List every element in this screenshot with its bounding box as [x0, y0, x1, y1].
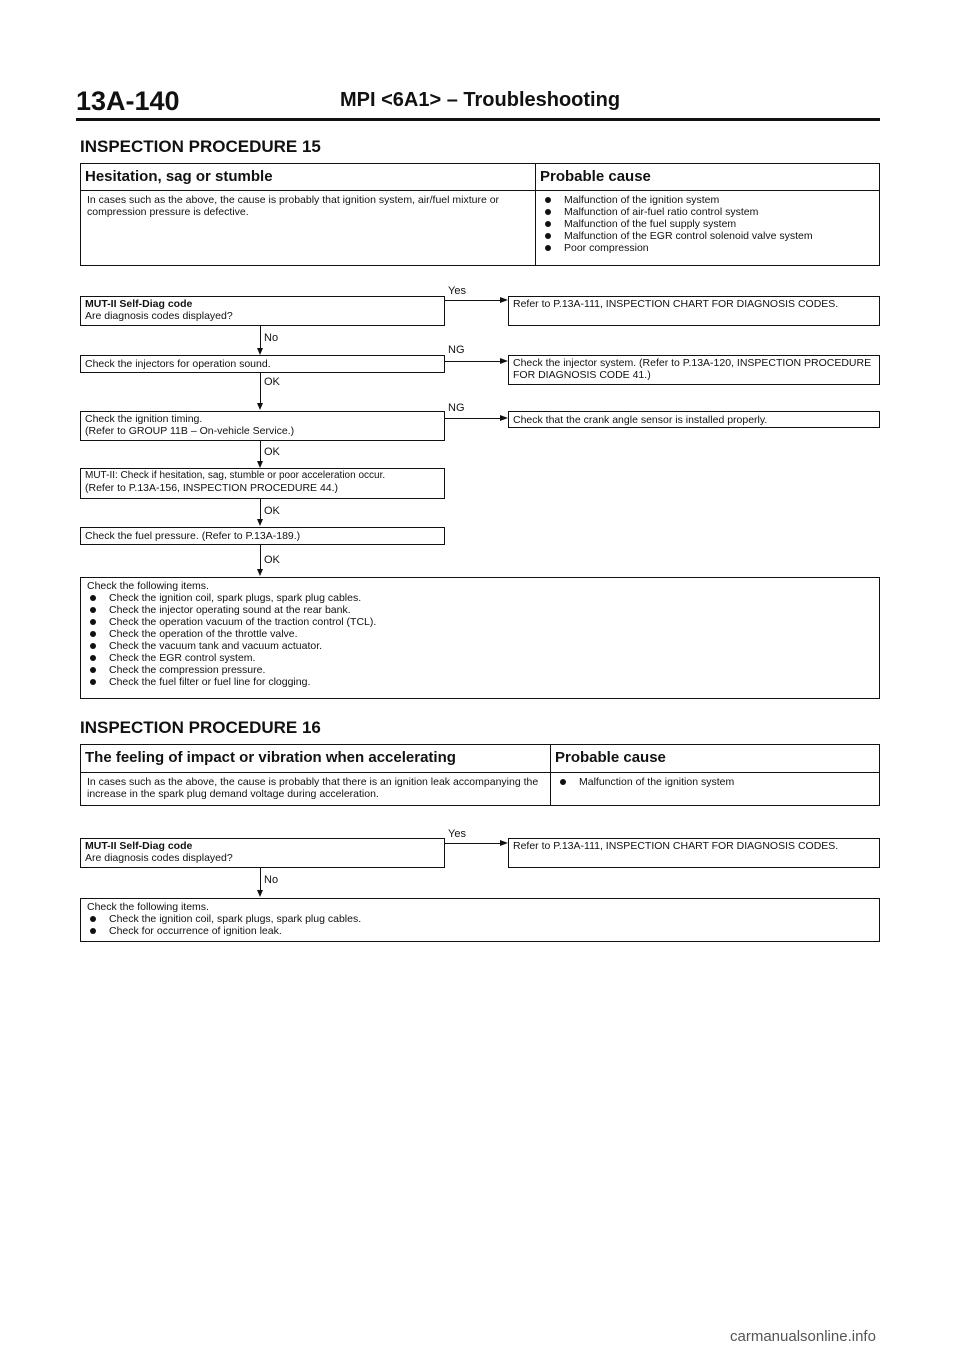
arrow-down-icon: [257, 890, 263, 897]
yes-connector: [445, 843, 500, 844]
ng-connector: [445, 361, 500, 362]
check-item: Check the ignition coil, spark plugs, spark plug cables.: [87, 592, 873, 604]
arrow-right-icon: [500, 840, 508, 846]
check-item: Check the ignition coil, spark plugs, spark plug cables.: [87, 913, 873, 925]
ok-connector: [260, 545, 261, 569]
symptom-description: In cases such as the above, the cause is probably that there is an ignition leak accompanying the increase in the spark plug demand voltage during acceleration.: [81, 773, 551, 805]
arrow-right-icon: [500, 415, 508, 421]
ok-label: OK: [264, 446, 280, 458]
cause-item: Malfunction of the ignition system: [542, 194, 885, 206]
page-number: 13A-140: [76, 86, 180, 116]
header-divider: [76, 118, 880, 121]
arrow-right-icon: [500, 297, 508, 303]
step-ignition-timing-line1: Check the ignition timing.: [85, 413, 203, 425]
cause-item: Poor compression: [542, 242, 885, 254]
step-ignition-timing-line2: (Refer to GROUP 11B – On-vehicle Service.): [85, 425, 295, 437]
result-diag-chart: Refer to P.13A-111, INSPECTION CHART FOR DIAGNOSIS CODES.: [508, 838, 880, 868]
result-injector-system: Check the injector system. (Refer to P.13A-120, INSPECTION PROCEDURE FOR DIAGNOSIS CODE 41.): [508, 355, 880, 385]
step-self-diag-question: Are diagnosis codes displayed?: [85, 310, 233, 322]
cause-list: [551, 773, 891, 791]
no-connector: [260, 326, 261, 348]
ok-connector: [260, 373, 261, 403]
final-check-list: [80, 898, 880, 942]
procedure-16-table: [80, 744, 880, 806]
procedure-15-title: INSPECTION PROCEDURE 15: [80, 137, 321, 156]
final-check-heading: Check the following items.: [87, 901, 209, 913]
yes-label: Yes: [448, 285, 466, 297]
ok-label: OK: [264, 554, 280, 566]
symptom-description: In cases such as the above, the cause is probably that ignition system, air/fuel mixture or compression pressure is defective.: [81, 191, 536, 265]
yes-connector: [445, 300, 500, 301]
check-item: Check the compression pressure.: [87, 664, 873, 676]
step-self-diag-title: MUT-II Self-Diag code: [85, 840, 193, 852]
symptom-header: Hesitation, sag or stumble: [81, 164, 536, 191]
result-crank-angle-sensor: Check that the crank angle sensor is installed properly.: [508, 411, 880, 428]
check-item: Check for occurrence of ignition leak.: [87, 925, 873, 937]
check-item: Check the operation of the throttle valve.: [87, 628, 873, 640]
cause-header: Probable cause: [551, 745, 879, 773]
cause-item: Malfunction of the fuel supply system: [542, 218, 885, 230]
arrow-down-icon: [257, 461, 263, 468]
procedure-15-table: [80, 163, 880, 266]
symptom-header: The feeling of impact or vibration when accelerating: [81, 745, 551, 773]
step-self-diag: [80, 296, 445, 326]
cause-list: [536, 191, 891, 257]
cause-item: Malfunction of the ignition system: [557, 776, 885, 788]
no-label: No: [264, 332, 279, 344]
step-self-diag-question: Are diagnosis codes displayed?: [85, 852, 233, 864]
ok-label: OK: [264, 376, 280, 388]
result-diag-chart: Refer to P.13A-111, INSPECTION CHART FOR DIAGNOSIS CODES.: [508, 296, 880, 326]
ng-label: NG: [448, 344, 465, 356]
check-item: Check the fuel filter or fuel line for clogging.: [87, 676, 873, 688]
step-fuel-pressure: Check the fuel pressure. (Refer to P.13A-189.): [80, 527, 445, 545]
ok-label: OK: [264, 505, 280, 517]
step-self-diag: [80, 838, 445, 868]
ng-connector: [445, 418, 500, 419]
ok-connector: [260, 441, 261, 461]
ng-label: NG: [448, 402, 465, 414]
cause-item: Malfunction of the EGR control solenoid valve system: [542, 230, 885, 242]
arrow-down-icon: [257, 403, 263, 410]
check-item: Check the vacuum tank and vacuum actuator.: [87, 640, 873, 652]
yes-label: Yes: [448, 828, 466, 840]
step-mut-check-line1: MUT-II: Check if hesitation, sag, stumble or poor acceleration occur.: [85, 470, 386, 481]
arrow-down-icon: [257, 519, 263, 526]
arrow-down-icon: [257, 569, 263, 576]
final-check-heading: Check the following items.: [87, 580, 209, 592]
final-check-list: [80, 577, 880, 699]
procedure-16-title: INSPECTION PROCEDURE 16: [80, 718, 321, 737]
no-connector: [260, 868, 261, 890]
arrow-right-icon: [500, 358, 508, 364]
check-item: Check the injector operating sound at the rear bank.: [87, 604, 873, 616]
step-ignition-timing: [80, 411, 445, 441]
step-mut-check-line2: (Refer to P.13A-156, INSPECTION PROCEDURE 44.): [85, 482, 339, 494]
site-watermark: carmanualsonline.info: [730, 1328, 876, 1345]
ok-connector: [260, 499, 261, 519]
check-item: Check the EGR control system.: [87, 652, 873, 664]
step-mut-check: [80, 468, 445, 499]
cause-header: Probable cause: [536, 164, 879, 191]
arrow-down-icon: [257, 348, 263, 355]
step-injector-sound: Check the injectors for operation sound.: [80, 355, 445, 373]
cause-item: Malfunction of air-fuel ratio control system: [542, 206, 885, 218]
page-title: MPI <6A1> – Troubleshooting: [340, 89, 621, 111]
no-label: No: [264, 874, 279, 886]
step-self-diag-title: MUT-II Self-Diag code: [85, 298, 193, 310]
check-item: Check the operation vacuum of the traction control (TCL).: [87, 616, 873, 628]
